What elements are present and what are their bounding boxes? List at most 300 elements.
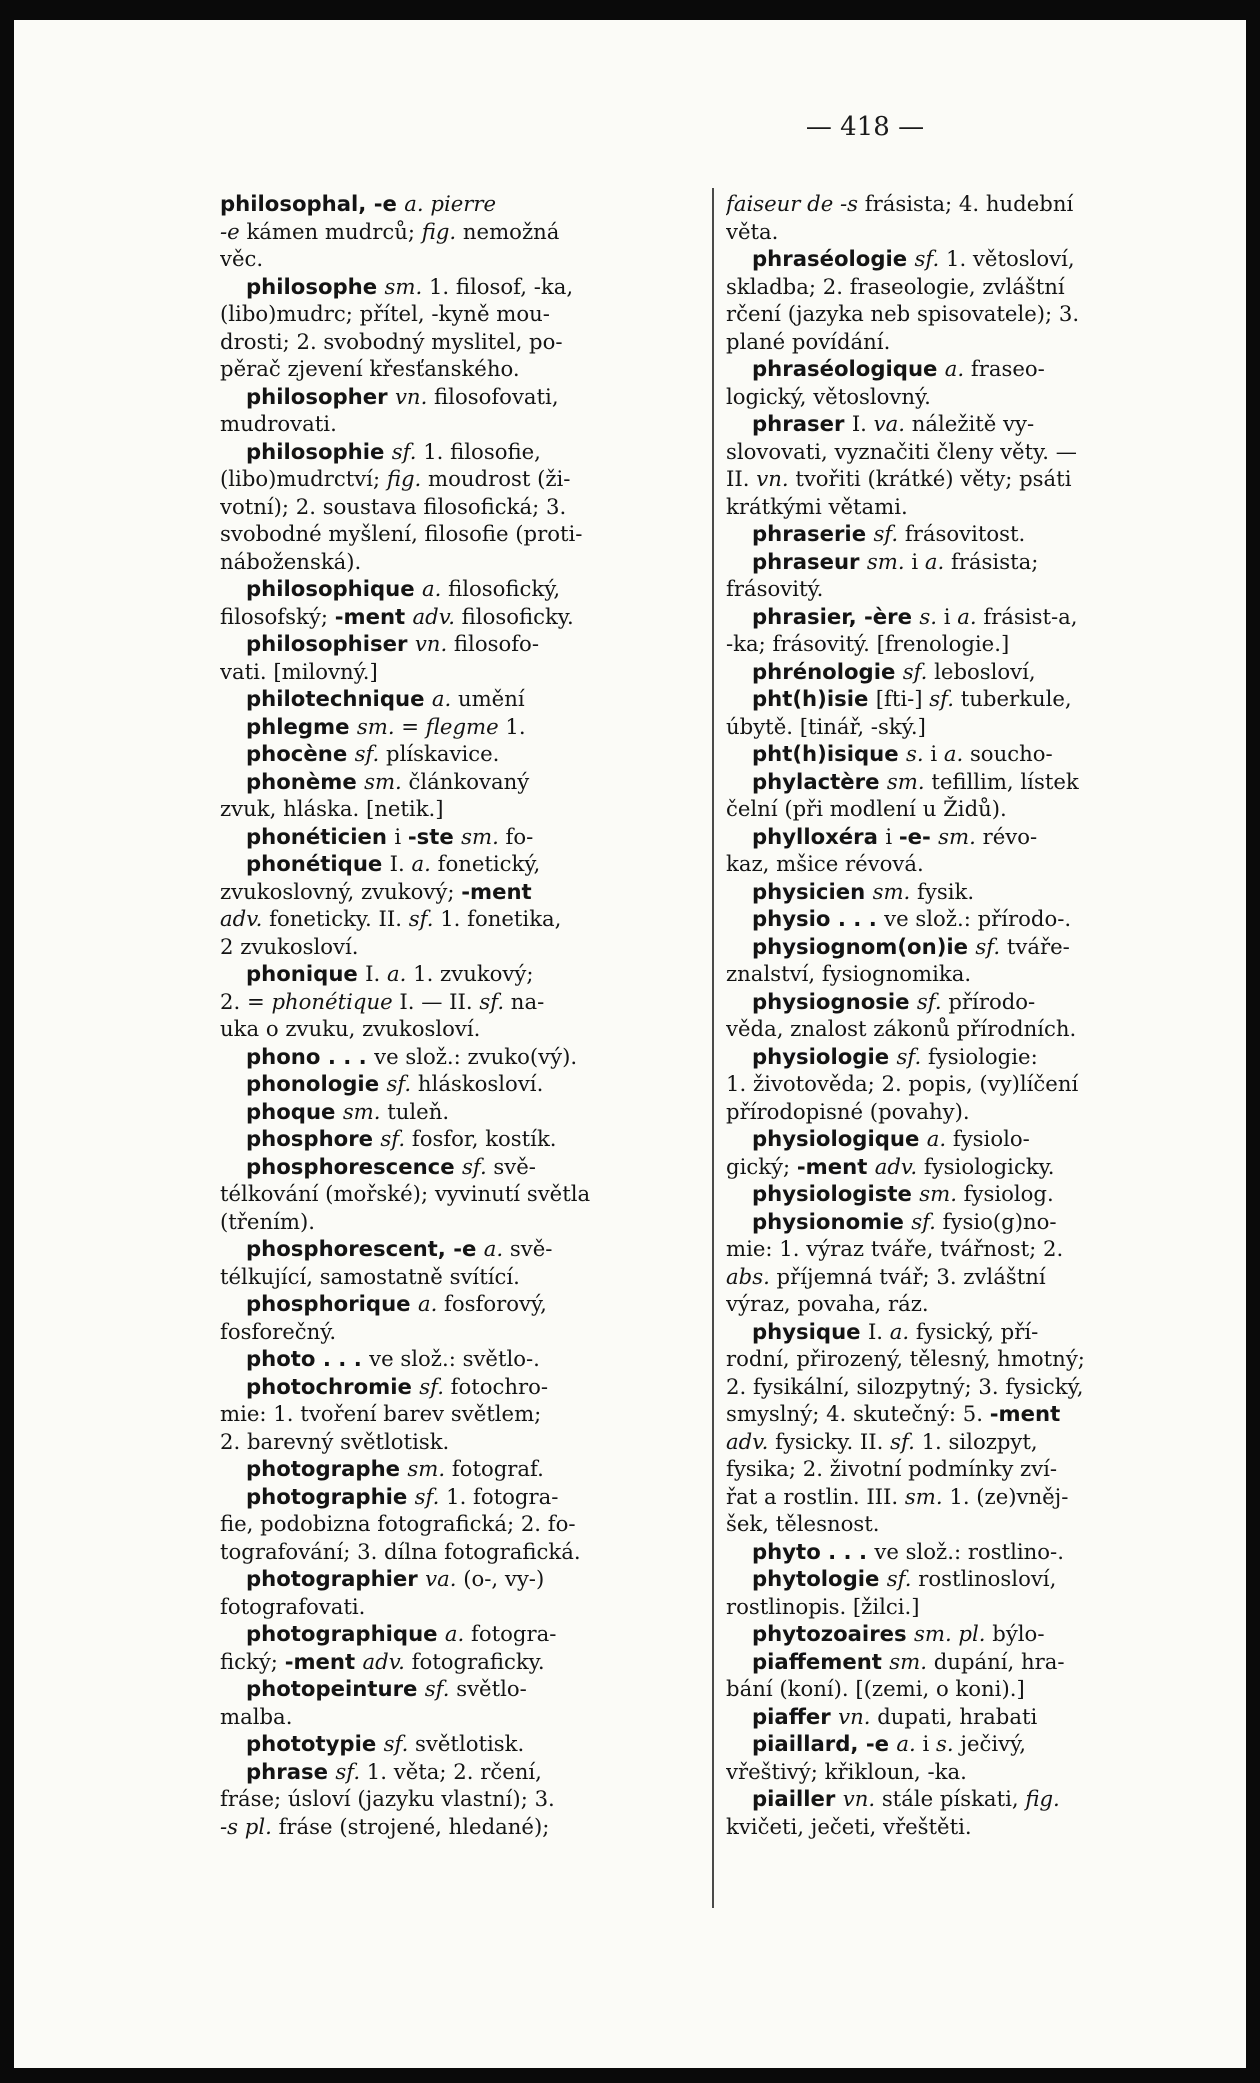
definition-text: fosfor, kostík. <box>405 1126 557 1151</box>
entry-line <box>726 933 1200 961</box>
definition-text: fysik. <box>910 878 975 904</box>
definition-text: 1. zvukový; <box>406 961 534 986</box>
entry-line <box>726 850 1200 878</box>
entry-line <box>726 575 1200 603</box>
definition-text: dupati, hrabati <box>870 1703 1038 1729</box>
entry-line <box>726 1483 1200 1511</box>
entry-line <box>726 190 1200 218</box>
definition-text: télkující, samostatně svítící. <box>220 1263 520 1289</box>
right-column <box>726 190 1200 1840</box>
definition-text: filosofo- <box>447 631 539 656</box>
grammar-label: a. <box>943 741 964 766</box>
entry-line <box>220 988 698 1016</box>
definition-text: hláskosloví. <box>411 1071 544 1096</box>
headword: phytologie <box>752 1566 887 1591</box>
entry-line <box>726 1070 1200 1098</box>
definition-text: fotochro- <box>443 1373 549 1399</box>
entry-line <box>726 548 1200 576</box>
grammar-label: sm. <box>938 823 976 849</box>
entry-line <box>726 603 1200 631</box>
headword: philosopher <box>246 383 395 409</box>
entry-line <box>220 850 698 878</box>
grammar-label: a. <box>431 686 452 711</box>
entry-line <box>726 1345 1200 1373</box>
grammar-label: sf. <box>929 686 954 711</box>
entry-line <box>726 630 1200 658</box>
entry-line <box>726 1015 1200 1043</box>
grammar-label: a. <box>422 576 442 601</box>
definition-text: ječivý, <box>953 1731 1026 1756</box>
entry-line <box>220 218 698 246</box>
headword: philotechnique <box>246 686 432 711</box>
definition-text: I. <box>365 961 387 986</box>
grammar-label: vn. <box>838 1703 871 1729</box>
headword: philosophal, -e <box>220 191 405 216</box>
entry-line <box>220 493 698 521</box>
headword: phytozoaires <box>752 1621 914 1646</box>
entry-line <box>726 520 1200 548</box>
entry-line <box>220 1428 698 1456</box>
definition-text: tvořiti (krátké) věty; psáti <box>788 466 1072 491</box>
definition-text: náboženská). <box>220 548 362 574</box>
headword: physiologiste <box>752 1181 920 1206</box>
headword: phono . . . <box>246 1043 375 1069</box>
entry-line <box>220 960 698 988</box>
definition-text: 1. filosofie, <box>416 438 541 464</box>
headword: phosphorescent, -e <box>246 1236 484 1261</box>
headword: phyto . . . <box>752 1538 875 1564</box>
definition-text: uka o zvuku, zvukosloví. <box>220 1016 481 1041</box>
headword: phraséologie <box>752 246 915 271</box>
headword: photochromie <box>246 1373 420 1399</box>
definition-text: fráse; úsloví (jazyku vlastní); 3. <box>220 1786 555 1811</box>
definition-text: fosforečný. <box>220 1318 337 1344</box>
entry-line <box>726 410 1200 438</box>
definition-text: zvukoslovný, zvukový; <box>220 878 462 904</box>
definition-text: pěrač zjevení křesťanského. <box>220 356 520 381</box>
entry-line <box>220 548 698 576</box>
definition-text: tografování; 3. dílna fotografická. <box>220 1538 581 1564</box>
grammar-label: a. <box>483 1236 504 1261</box>
definition-text: rodní, přirozený, tělesný, hmotný; <box>726 1346 1085 1371</box>
grammar-label: sf. <box>386 1071 412 1096</box>
grammar-label: fig. <box>386 466 422 491</box>
definition-text: čelní (při modlení u Židů). <box>726 796 1007 821</box>
grammar-label: sf. <box>896 1043 922 1069</box>
definition-text: umění <box>451 686 525 711</box>
definition-text: svobodné myšlení, filosofie (proti- <box>220 521 583 546</box>
entry-line <box>726 1675 1200 1703</box>
entry-line <box>726 328 1200 356</box>
entry-line <box>726 768 1200 796</box>
headword: photopeinture <box>246 1676 425 1701</box>
grammar-label: vn. <box>414 631 448 656</box>
definition-text: světlo- <box>449 1676 527 1701</box>
entry-line <box>726 218 1200 246</box>
definition-text: fo- <box>498 823 534 849</box>
entry-line <box>220 1318 698 1346</box>
headword: phoque <box>246 1098 343 1124</box>
entry-line <box>220 328 698 356</box>
definition-text: 1. <box>498 713 526 739</box>
entry-line <box>220 1730 698 1758</box>
grammar-label: fig. <box>421 218 457 244</box>
grammar-label: sm. <box>886 768 925 794</box>
entry-line <box>726 245 1200 273</box>
definition-text: filosofovati, <box>427 383 559 409</box>
definition-text: býlo- <box>985 1621 1045 1646</box>
grammar-label: sm. <box>364 768 402 794</box>
entry-line <box>726 493 1200 521</box>
grammar-label: a. <box>387 961 407 986</box>
headword: phonologie <box>246 1071 387 1096</box>
grammar-label: adv. <box>412 603 455 629</box>
headword: phosphorescence <box>246 1153 462 1179</box>
grammar-label: sf. <box>911 1208 936 1234</box>
definition-text: tváře- <box>1000 933 1070 959</box>
entry-line <box>726 1180 1200 1208</box>
definition-text: článkovaný <box>401 768 530 794</box>
definition-text: dupání, hra- <box>927 1648 1065 1674</box>
definition-text: i <box>936 603 958 629</box>
headword: phlegme <box>246 713 357 739</box>
entry-line <box>220 713 698 741</box>
grammar-label: s. <box>936 1731 954 1756</box>
definition-text: ve slož.: přírodo-. <box>884 906 1072 931</box>
grammar-label: sm. <box>904 1483 943 1509</box>
entry-line <box>220 1510 698 1538</box>
definition-text: (libo)mudrctví; <box>220 466 387 491</box>
entry-line <box>220 1345 698 1373</box>
definition-text: nemožná <box>456 218 560 244</box>
grammar-label: s. <box>919 603 937 629</box>
definition-text: věta. <box>726 218 779 244</box>
entry-line <box>726 685 1200 713</box>
definition-text: 1. fotogra- <box>439 1483 559 1509</box>
definition-text: přírodopisné (povahy). <box>726 1098 970 1124</box>
definition-text: příjemná tvář; 3. zvláštní <box>769 1263 1046 1289</box>
entry-line <box>220 1455 698 1483</box>
definition-text: svě- <box>503 1236 553 1261</box>
headword: phonétique <box>246 851 390 876</box>
definition-text: 2. fysikální, silozpytný; 3. fysický, <box>726 1373 1084 1399</box>
entry-line <box>726 1263 1200 1291</box>
definition-text: mudrovati. <box>220 411 337 436</box>
definition-text: tuberkule, <box>953 686 1072 711</box>
definition-text: plané povídání. <box>726 328 891 354</box>
definition-text: věda, znalost zákonů přírodních. <box>726 1016 1077 1041</box>
entry-line <box>726 1593 1200 1621</box>
grammar-label: a. <box>896 1731 916 1756</box>
entry-line <box>220 1565 698 1593</box>
left-column <box>220 190 698 1840</box>
headword: piaffer <box>752 1703 839 1729</box>
grammar-label: vn. <box>394 383 428 409</box>
grammar-label: a. <box>417 1291 438 1316</box>
entry-line <box>726 273 1200 301</box>
headword: physiologie <box>752 1043 897 1069</box>
grammar-label: sf. <box>380 1126 406 1151</box>
definition-text: I. <box>389 851 412 876</box>
entry-line <box>726 795 1200 823</box>
definition-text: i <box>904 548 925 574</box>
definition-text: filosofický, <box>441 576 561 601</box>
grammar-label: sf. <box>916 988 942 1014</box>
grammar-label: sm. <box>384 273 423 299</box>
definition-text: 1. věta; 2. rčení, <box>360 1758 542 1784</box>
grammar-label: abs. <box>726 1263 770 1289</box>
definition-text: světlotisk. <box>408 1731 525 1756</box>
grammar-label: a. pierre <box>404 191 497 216</box>
definition-text: (libo)mudrc; přítel, -kyně mou- <box>220 301 550 326</box>
headword: philosophe <box>246 273 385 299</box>
entry-line <box>220 1153 698 1181</box>
grammar-label: = phonétique <box>246 988 393 1014</box>
entry-line <box>726 1648 1200 1676</box>
definition-text: frásista; 4. hudební <box>858 191 1074 216</box>
entry-line <box>726 465 1200 493</box>
headword: phraseur <box>752 548 867 574</box>
grammar-label: sf. <box>461 1153 487 1179</box>
definition-text: 1. fonetika, <box>433 906 562 931</box>
headword: physicien <box>752 878 873 904</box>
definition-text: mie: 1. výraz tváře, tvářnost; 2. <box>726 1236 1064 1261</box>
definition-text: drosti; 2. svobodný myslitel, po- <box>220 328 563 354</box>
definition-text: fotograficky. <box>404 1648 545 1674</box>
entry-line <box>726 1318 1200 1346</box>
entry-line <box>220 768 698 796</box>
column-divider <box>712 188 714 1908</box>
headword: physiologique <box>752 1126 927 1151</box>
definition-text: tuleň. <box>380 1098 450 1124</box>
definition-text: I. — II. <box>392 988 480 1014</box>
definition-text: smyslný; 4. skutečný: 5. <box>726 1401 990 1426</box>
entry-line <box>220 878 698 906</box>
entry-line <box>220 1813 698 1841</box>
headword: -ment <box>334 603 413 629</box>
entry-line <box>220 1373 698 1401</box>
entry-line <box>726 355 1200 383</box>
entry-line <box>220 1703 698 1731</box>
entry-line <box>726 1455 1200 1483</box>
entry-line <box>220 905 698 933</box>
headword: philosophiser <box>246 631 415 656</box>
definition-text: soucho- <box>963 741 1053 766</box>
definition-text: frásovitost. <box>898 521 1026 546</box>
entry-line <box>726 1400 1200 1428</box>
definition-text: foneticky. II. <box>262 906 409 931</box>
grammar-label: a. <box>889 1318 910 1344</box>
definition-text: 1. silozpyt, <box>914 1428 1038 1454</box>
headword: phraserie <box>752 521 874 546</box>
entry-line <box>220 1483 698 1511</box>
grammar-label: sf. <box>391 438 417 464</box>
grammar-label: sf. <box>408 906 434 931</box>
entry-line <box>220 933 698 961</box>
definition-text: fysicky. II. <box>768 1428 891 1454</box>
entry-line <box>726 1043 1200 1071</box>
definition-text: fysický, pří- <box>909 1318 1039 1344</box>
entry-line <box>726 1785 1200 1813</box>
entry-line <box>726 438 1200 466</box>
grammar-label: sm. <box>919 1181 957 1206</box>
definition-text: i <box>915 1731 937 1756</box>
definition-text: výraz, povaha, ráz. <box>726 1291 929 1316</box>
grammar-label: va. <box>425 1566 457 1591</box>
entry-line <box>726 878 1200 906</box>
grammar-label: sf. <box>873 521 899 546</box>
headword: phosphorique <box>246 1291 418 1316</box>
grammar-label: a. <box>444 1621 465 1646</box>
entry-line <box>220 1675 698 1703</box>
definition-text: fie, podobizna fotografická; 2. fo- <box>220 1511 576 1536</box>
headword: photographe <box>246 1456 408 1481</box>
definition-text: 2. <box>220 988 247 1014</box>
definition-text: ve slož.: světlo-. <box>369 1346 540 1371</box>
grammar-label: sf. <box>914 246 940 271</box>
entry-line <box>220 1070 698 1098</box>
headword: phraséologique <box>752 356 945 381</box>
definition-text: i <box>394 823 408 849</box>
definition-text: vati. [milovný.] <box>220 658 378 684</box>
entry-line <box>726 960 1200 988</box>
grammar-label: sf. <box>975 933 1001 959</box>
grammar-label: sf. <box>890 1428 915 1454</box>
grammar-label: sf. <box>414 1483 440 1509</box>
definition-text: fický; <box>220 1648 285 1674</box>
headword: philosophique <box>246 576 423 601</box>
grammar-label: adv. <box>726 1428 769 1454</box>
grammar-label: sm. <box>407 1456 446 1481</box>
entry-line <box>726 1813 1200 1841</box>
headword: physio . . . <box>752 906 885 931</box>
entry-line <box>220 465 698 493</box>
headword: -ment <box>796 1153 875 1179</box>
headword: physique <box>752 1318 868 1344</box>
headword: photographie <box>246 1483 415 1509</box>
grammar-label: sf. <box>419 1373 444 1399</box>
grammar-label: sf. <box>479 988 505 1014</box>
entry-line <box>220 1538 698 1566</box>
entry-line <box>220 1235 698 1263</box>
entry-line <box>220 1180 698 1208</box>
definition-text: rostlinopis. [žilci.] <box>726 1593 920 1619</box>
entry-line <box>220 355 698 383</box>
definition-text: II. <box>726 466 757 491</box>
definition-text: rostlinosloví, <box>911 1566 1057 1591</box>
headword: phrénologie <box>752 658 903 684</box>
entry-line <box>220 190 698 218</box>
entry-line <box>220 603 698 631</box>
entry-line <box>726 1565 1200 1593</box>
definition-text: kámen mudrců; <box>239 218 422 244</box>
definition-text: řat a rostlin. III. <box>726 1483 905 1509</box>
headword: piaffement <box>752 1648 890 1674</box>
definition-text: fonetický, <box>430 851 541 876</box>
headword: -e- <box>898 823 939 849</box>
headword: phocène <box>246 741 355 766</box>
definition-text: lebosloví, <box>927 658 1036 684</box>
entry-line <box>220 823 698 851</box>
definition-text: frásista; <box>944 548 1039 574</box>
grammar-label: sf. <box>424 1676 450 1701</box>
entry-line <box>220 1208 698 1236</box>
grammar-label: -e <box>220 218 240 244</box>
entry-line <box>726 905 1200 933</box>
definition-text: fysiologicky. <box>917 1153 1055 1179</box>
entry-line <box>220 795 698 823</box>
grammar-label: sm. pl. <box>914 1621 986 1646</box>
entry-line <box>726 1125 1200 1153</box>
headword: -ment <box>284 1648 363 1674</box>
definition-text: gický; <box>726 1153 797 1179</box>
grammar-label: fig. <box>1025 1786 1060 1811</box>
definition-text: [fti-] <box>875 686 930 711</box>
entry-line <box>220 575 698 603</box>
page-number: — 418 — <box>805 112 925 142</box>
entry-line <box>726 1703 1200 1731</box>
entry-line <box>726 1098 1200 1126</box>
definition-text: bání (koní). [(zemi, o koni).] <box>726 1676 1025 1701</box>
grammar-label: sf. <box>354 741 380 766</box>
entry-line <box>220 1400 698 1428</box>
grammar-label: sf. <box>383 1731 409 1756</box>
definition-text: fotografovati. <box>220 1593 366 1619</box>
headword: pht(h)isique <box>752 741 906 766</box>
grammar-label: a. <box>957 603 977 629</box>
headword: physionomie <box>752 1208 912 1234</box>
definition-text: znalství, fysiognomika. <box>726 961 972 986</box>
headword: photo . . . <box>246 1346 370 1371</box>
headword: piailler <box>752 1786 843 1811</box>
definition-text: 1. větosloví, <box>939 246 1075 271</box>
definition-text: na- <box>504 988 545 1014</box>
definition-text: (třením). <box>220 1208 315 1234</box>
definition-text: slovovati, vyznačiti členy věty. — <box>726 438 1077 464</box>
entry-line <box>220 273 698 301</box>
entry-line <box>220 1263 698 1291</box>
definition-text: filosoficky. <box>454 603 574 629</box>
definition-text: révo- <box>975 823 1038 849</box>
entry-line <box>726 1620 1200 1648</box>
definition-text: fosforový, <box>437 1291 547 1316</box>
definition-text: -ka; frásovitý. [frenologie.] <box>726 631 1010 656</box>
headword: phraser <box>752 411 852 436</box>
grammar-label: faiseur de -s <box>726 191 859 216</box>
definition-text: 2. barevný světlotisk. <box>220 1428 450 1454</box>
headword: -ste <box>407 823 462 849</box>
headword: -ment <box>461 878 532 904</box>
grammar-label: adv. <box>362 1648 405 1674</box>
grammar-label: sf. <box>902 658 928 684</box>
headword: philosophie <box>246 438 392 464</box>
entry-line <box>220 1758 698 1786</box>
entry-line <box>220 1043 698 1071</box>
entry-line <box>220 520 698 548</box>
entry-line <box>726 1428 1200 1456</box>
entry-line <box>726 1538 1200 1566</box>
entry-line <box>726 1373 1200 1401</box>
headword: piaillard, -e <box>752 1731 897 1756</box>
entry-line <box>220 1593 698 1621</box>
definition-text: 2 zvukosloví. <box>220 933 359 959</box>
grammar-label: sm. <box>866 548 905 574</box>
definition-text: logický, větoslovný. <box>726 383 931 409</box>
definition-text: fysiologie: <box>921 1043 1038 1069</box>
entry-line <box>726 823 1200 851</box>
definition-text: filosofský; <box>220 603 335 629</box>
headword: physiognosie <box>752 988 917 1014</box>
